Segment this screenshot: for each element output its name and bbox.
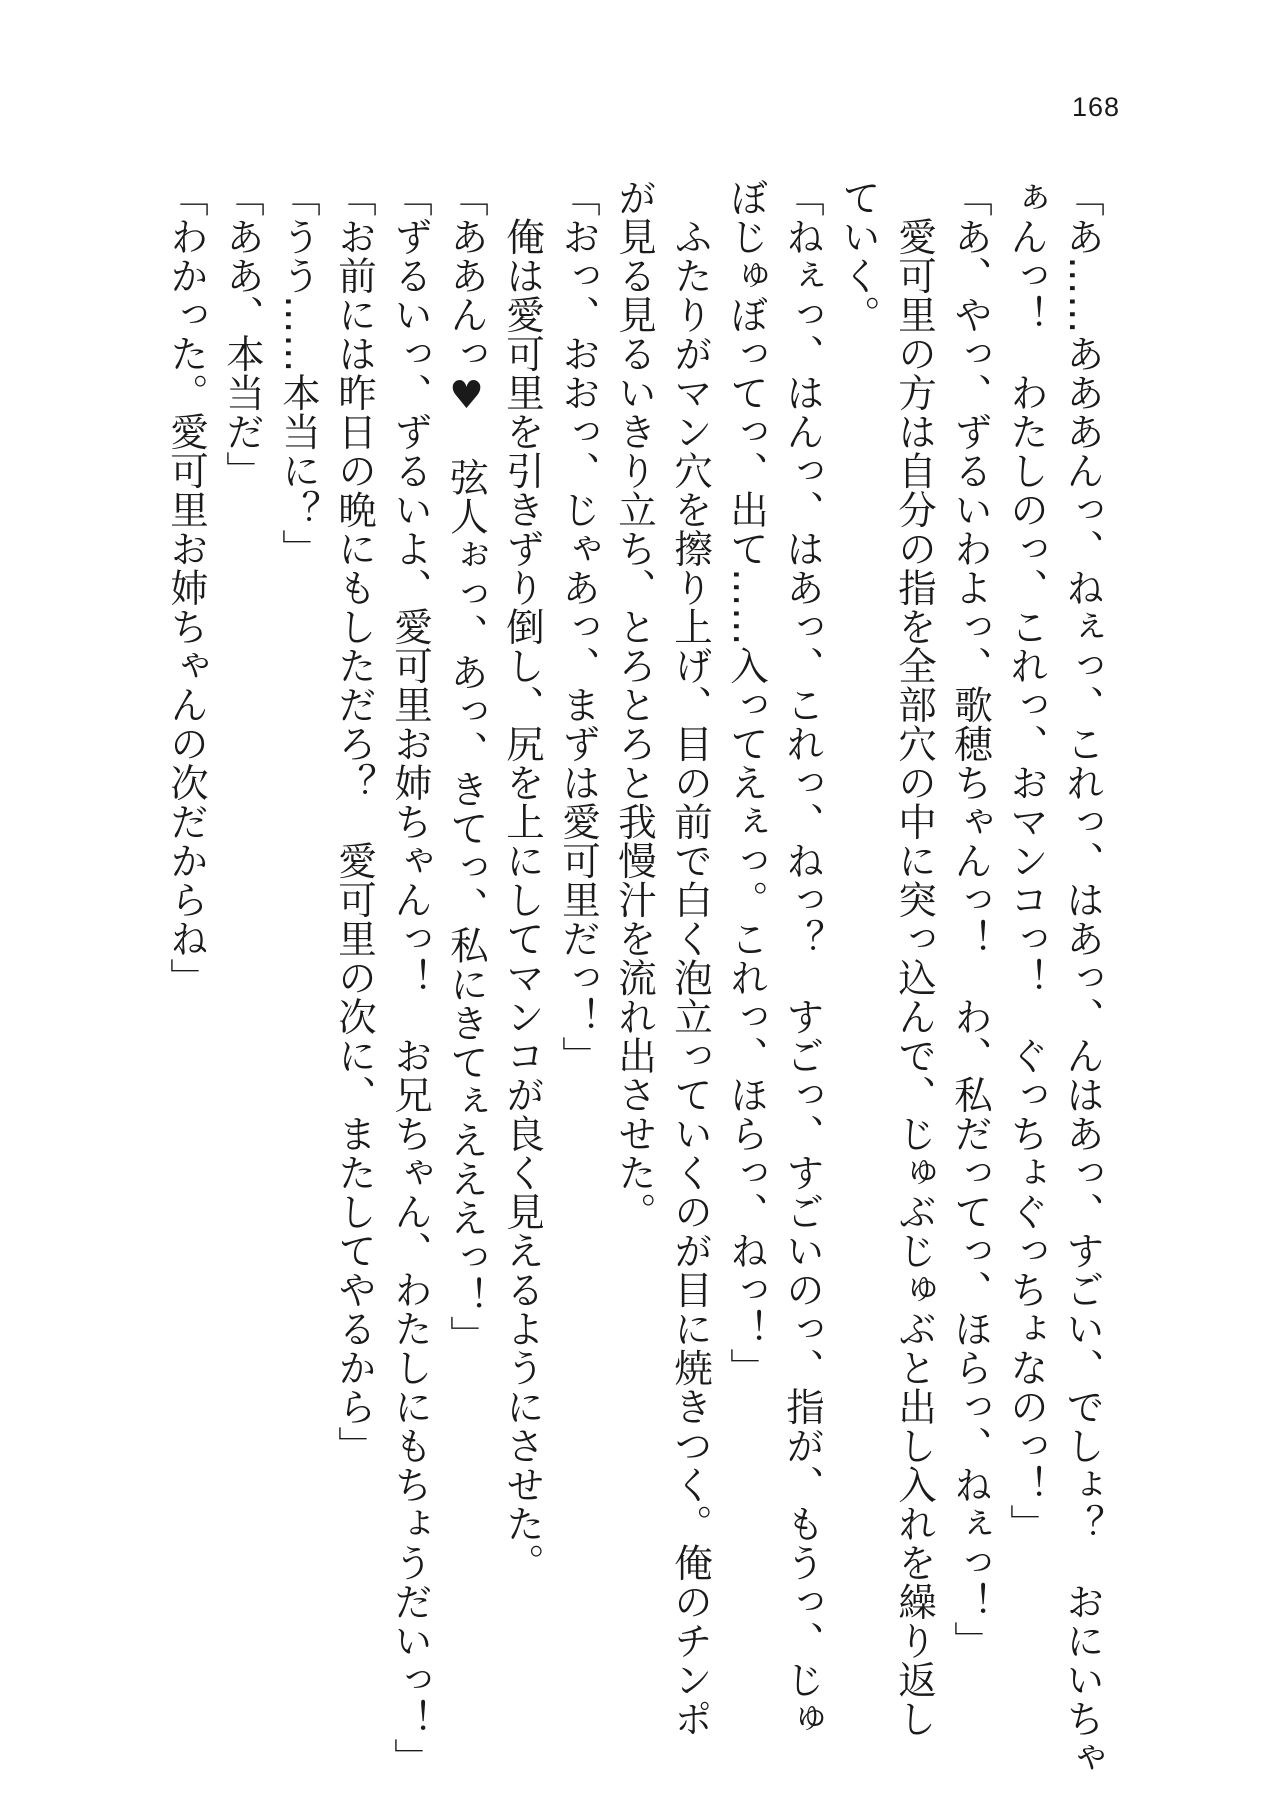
text-line: 「ずるいっ、ずるいよ、愛可里お姉ちゃんっ！ お兄ちゃん、わたしにもちょうだいっ！」 <box>388 178 433 1777</box>
text-line: 「あ、やっ、ずるいわよっ、歌穂ちゃんっ！ わ、私だってっ、ほらっ、ねぇっ！」 <box>948 178 993 1660</box>
text-line: 「お前には昨日の晩にもしただろ？ 愛可里の次に、またしてやるから」 <box>332 178 377 1465</box>
text-line: 「ああ、本当だ」 <box>220 178 265 490</box>
text-line: 「わかった。愛可里お姉ちゃんの次だからね」 <box>164 178 209 997</box>
text-line: ていく。 <box>836 178 881 334</box>
text-line: 「うう……本当に？」 <box>276 178 321 568</box>
text-line: 「ねぇっ、はんっ、はあっ、これっ、ねっ？ すごっ、すごいのっ、指が、もうっ、じゅ <box>780 178 825 1738</box>
text-line: が見る見るいきり立ち、とろとろと我慢汁を流れ出させた。 <box>612 178 657 1231</box>
text-line: ふたりがマン穴を擦り上げ、目の前で白く泡立っていくのが目に焼きつく。俺のチンポ <box>668 178 713 1738</box>
text-line: 「あ……あああんっ、ねぇっ、これっ、はあっ、んはあっ、すごい、でしょ？ おにいちゃ <box>1060 178 1105 1777</box>
vertical-text-block <box>158 178 1110 1777</box>
text-line: ぁんっ！ わたしのっ、これっ、おマンコっ！ ぐっちょぐっちょなのっ！」 <box>1004 178 1049 1543</box>
text-line: 「おっ、おおっ、じゃあっ、まずは愛可里だっ！」 <box>556 178 601 1075</box>
text-line: 「ああんっ♥ 弦人ぉっ、あっ、きてっ、私にきてぇえええっ！」 <box>444 178 489 1355</box>
page-number: 168 <box>1071 92 1120 122</box>
text-line: ぼじゅぼってっ、出て……入ってえぇっ。これっ、ほらっ、ねっ！」 <box>724 178 769 1387</box>
text-line: 愛可里の方は自分の指を全部穴の中に突っ込んで、じゅぶじゅぶと出し入れを繰り返し <box>892 178 937 1738</box>
text-line: 俺は愛可里を引きずり倒し、尻を上にしてマンコが良く見えるようにさせた。 <box>500 178 545 1582</box>
